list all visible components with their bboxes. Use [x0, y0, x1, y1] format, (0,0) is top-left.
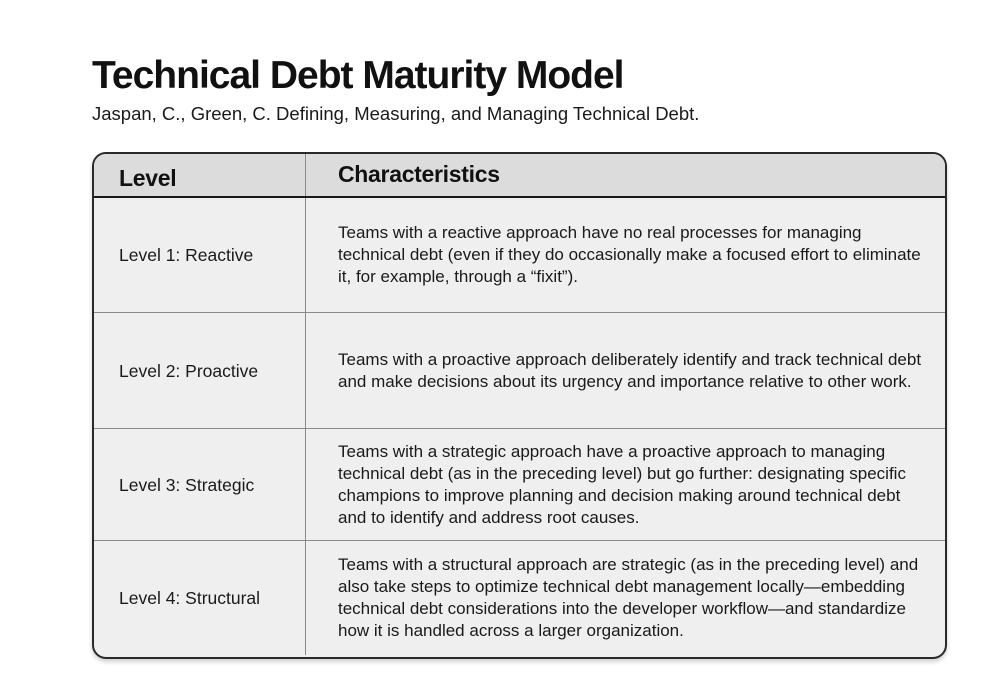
table-header-row: [94, 154, 945, 198]
page-title: Technical Debt Maturity Model: [92, 54, 624, 97]
characteristics-text: Teams with a structural approach are strategic (as in the preceding level) and also take steps to optimize technical debt management locally—embedding technical debt considerations into the developer workflow—and standardize how it is handled across a larger organization.: [338, 555, 919, 640]
level-label: Level 3: Strategic: [119, 474, 255, 495]
characteristics-cell: [306, 541, 945, 655]
column-header-level: Level: [94, 154, 306, 196]
characteristics-text: Teams with a reactive approach have no real processes for managing technical debt (even if they do occasionally make a focused effort to eliminate it, for example, through a “fixit”).: [338, 223, 921, 286]
level-cell: [94, 198, 306, 312]
characteristics-text: Teams with a proactive approach deliberately identify and track technical debt and make decisions about its urgency and importance relative to other work.: [338, 349, 922, 391]
characteristics-cell: [306, 198, 945, 312]
characteristics-text: Teams with a strategic approach have a proactive approach to managing technical debt (as in the preceding level) but go further: designating specific champions to improve planning and decision making around technical debt and to identify and address root causes.: [338, 441, 906, 527]
characteristics-cell: [306, 313, 945, 428]
level-label: Level 2: Proactive: [119, 360, 259, 381]
characteristics-cell: [306, 429, 945, 540]
table-row: [94, 198, 945, 313]
maturity-table: [92, 152, 947, 659]
level-cell: [94, 313, 306, 428]
column-header-characteristics: Characteristics: [338, 160, 500, 187]
citation-subtitle: Jaspan, C., Green, C. Defining, Measuring, and Managing Technical Debt.: [92, 103, 700, 124]
table-row: [94, 429, 945, 541]
level-cell: [94, 541, 306, 655]
level-label: Level 1: Reactive: [119, 245, 254, 265]
table-row: [94, 541, 945, 655]
level-label: Level 4: Structural: [119, 588, 261, 608]
table-row: [94, 313, 945, 429]
level-cell: [94, 429, 306, 540]
